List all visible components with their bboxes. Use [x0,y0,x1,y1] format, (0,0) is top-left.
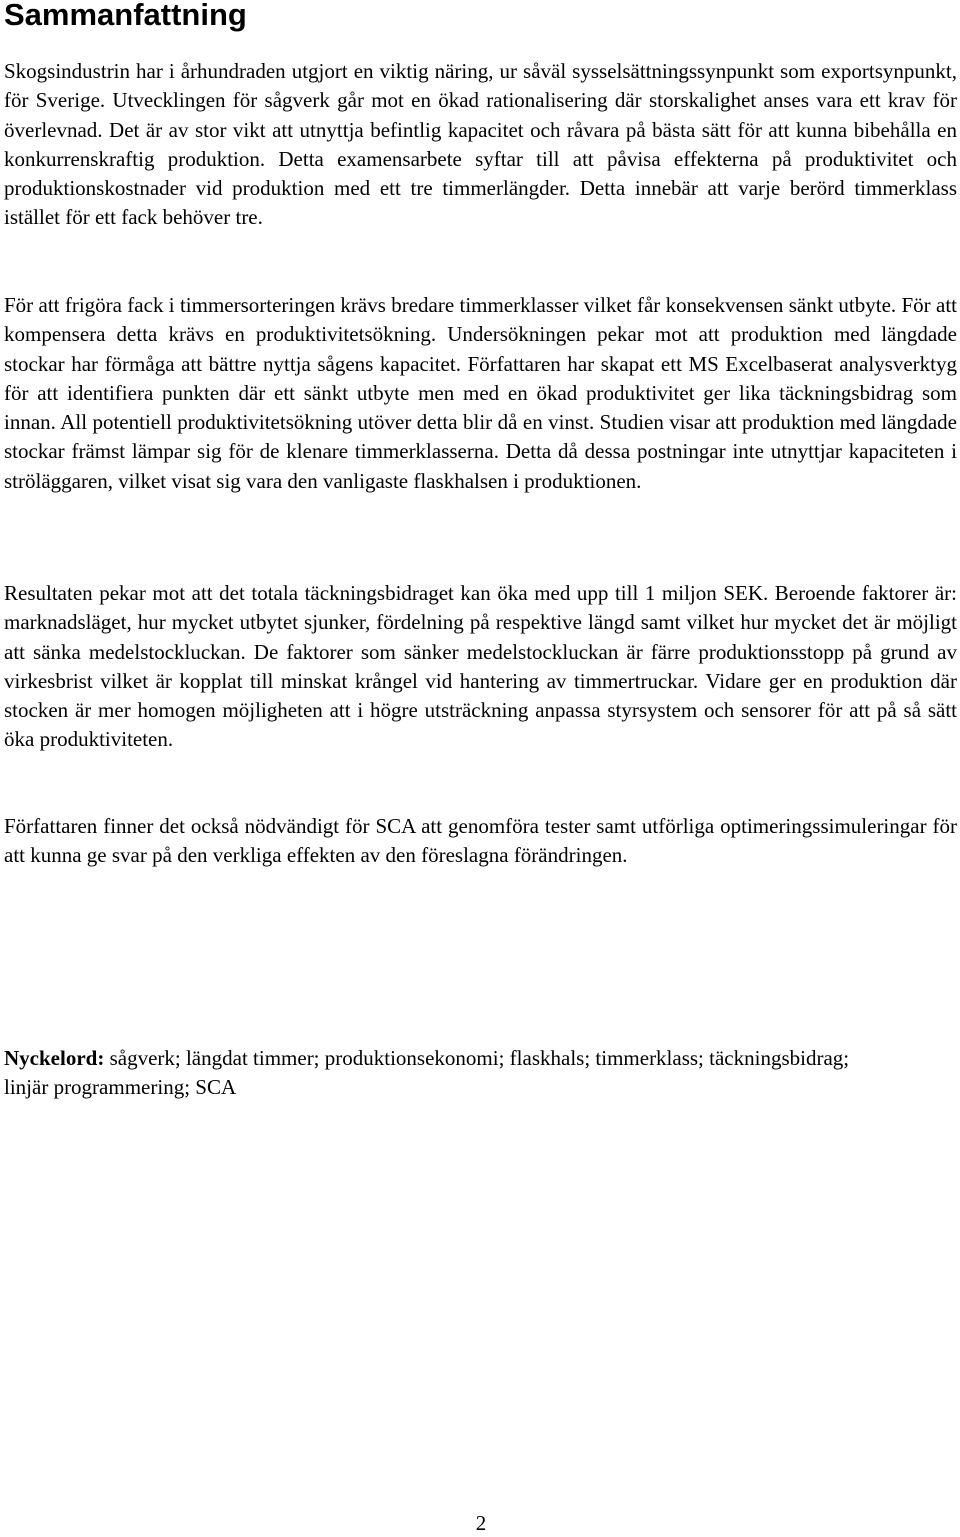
page-number: 2 [475,1511,487,1535]
summary-paragraph-1: Skogsindustrin har i århundraden utgjort en viktig näring, ur såväl sysselsättningssynpunkt som exportsynpunkt, för Sverige. Utvecklingen för sågverk går mot en ökad rationalisering där storskalighet anses vara ett krav för överlevnad. Det är av stor vikt att utnyttja befintlig kapacitet och råvara på bästa sätt för att kunna bibehålla en konkurrenskraftig produktion. Detta examensarbete syftar till att påvisa effekterna på produktivitet och produktionskostnader vid produktion med ett tre timmerlängder. Detta innebär att varje berörd timmerklass istället för ett fack behöver tre. [4,59,957,230]
summary-paragraph-4: Författaren finner det också nödvändigt för SCA att genomföra tester samt utförliga optimeringssimuleringar för att kunna ge svar på den verkliga effekten av den föreslagna förändringen. [4,814,957,868]
summary-paragraph-3: Resultaten pekar mot att det totala täckningsbidraget kan öka med upp till 1 miljon SEK. Beroende faktorer är: marknadsläget, hur mycket utbytet sjunker, fördelning på respektive längd samt vilket hur mycket det är möjligt att sänka medelstockluckan. De faktorer som sänker medelstockluckan är färre produktionsstopp på grund av virkesbrist vilket är kopplat till minskat krångel vid hantering av timmertruckar. Vidare ger en produktion där stocken är mer homogen möjligheten att i högre utsträckning anpassa styrsystem och sensorer för att på så sätt öka produktiviteten. [4,581,957,752]
document-page [4,0,958,1537]
keywords-label: Nyckelord: [4,1046,105,1070]
keywords-list: sågverk; längdat timmer; produktionsekonomi; flaskhals; timmerklass; täckningsbidrag; linjär programmering; SCA [4,1046,850,1100]
keywords-paragraph [4,1044,864,1103]
summary-paragraph-2: För att frigöra fack i timmersorteringen krävs bredare timmerklasser vilket får konsekvensen sänkt utbyte. För att kompensera detta krävs en produktivitetsökning. Undersökningen pekar mot att produktion med längdade stockar har förmåga att bättre nyttja sågens kapacitet. Författaren har skapat ett MS Excelbaserat analysverktyg för att identifiera punkten där ett sänkt utbyte men med en ökad produktivitet ger lika täckningsbidrag som innan. All potentiell produktivitetsökning utöver detta blir då en vinst. Studien visar att produktion med längdade stockar främst lämpar sig för de klenare timmerklasserna. Detta då dessa postningar inte utnyttjar kapaciteten i ströläggaren, vilket visat sig vara den vanligaste flaskhalsen i produktionen. [4,293,957,493]
page-title: Sammanfattning [4,0,247,32]
